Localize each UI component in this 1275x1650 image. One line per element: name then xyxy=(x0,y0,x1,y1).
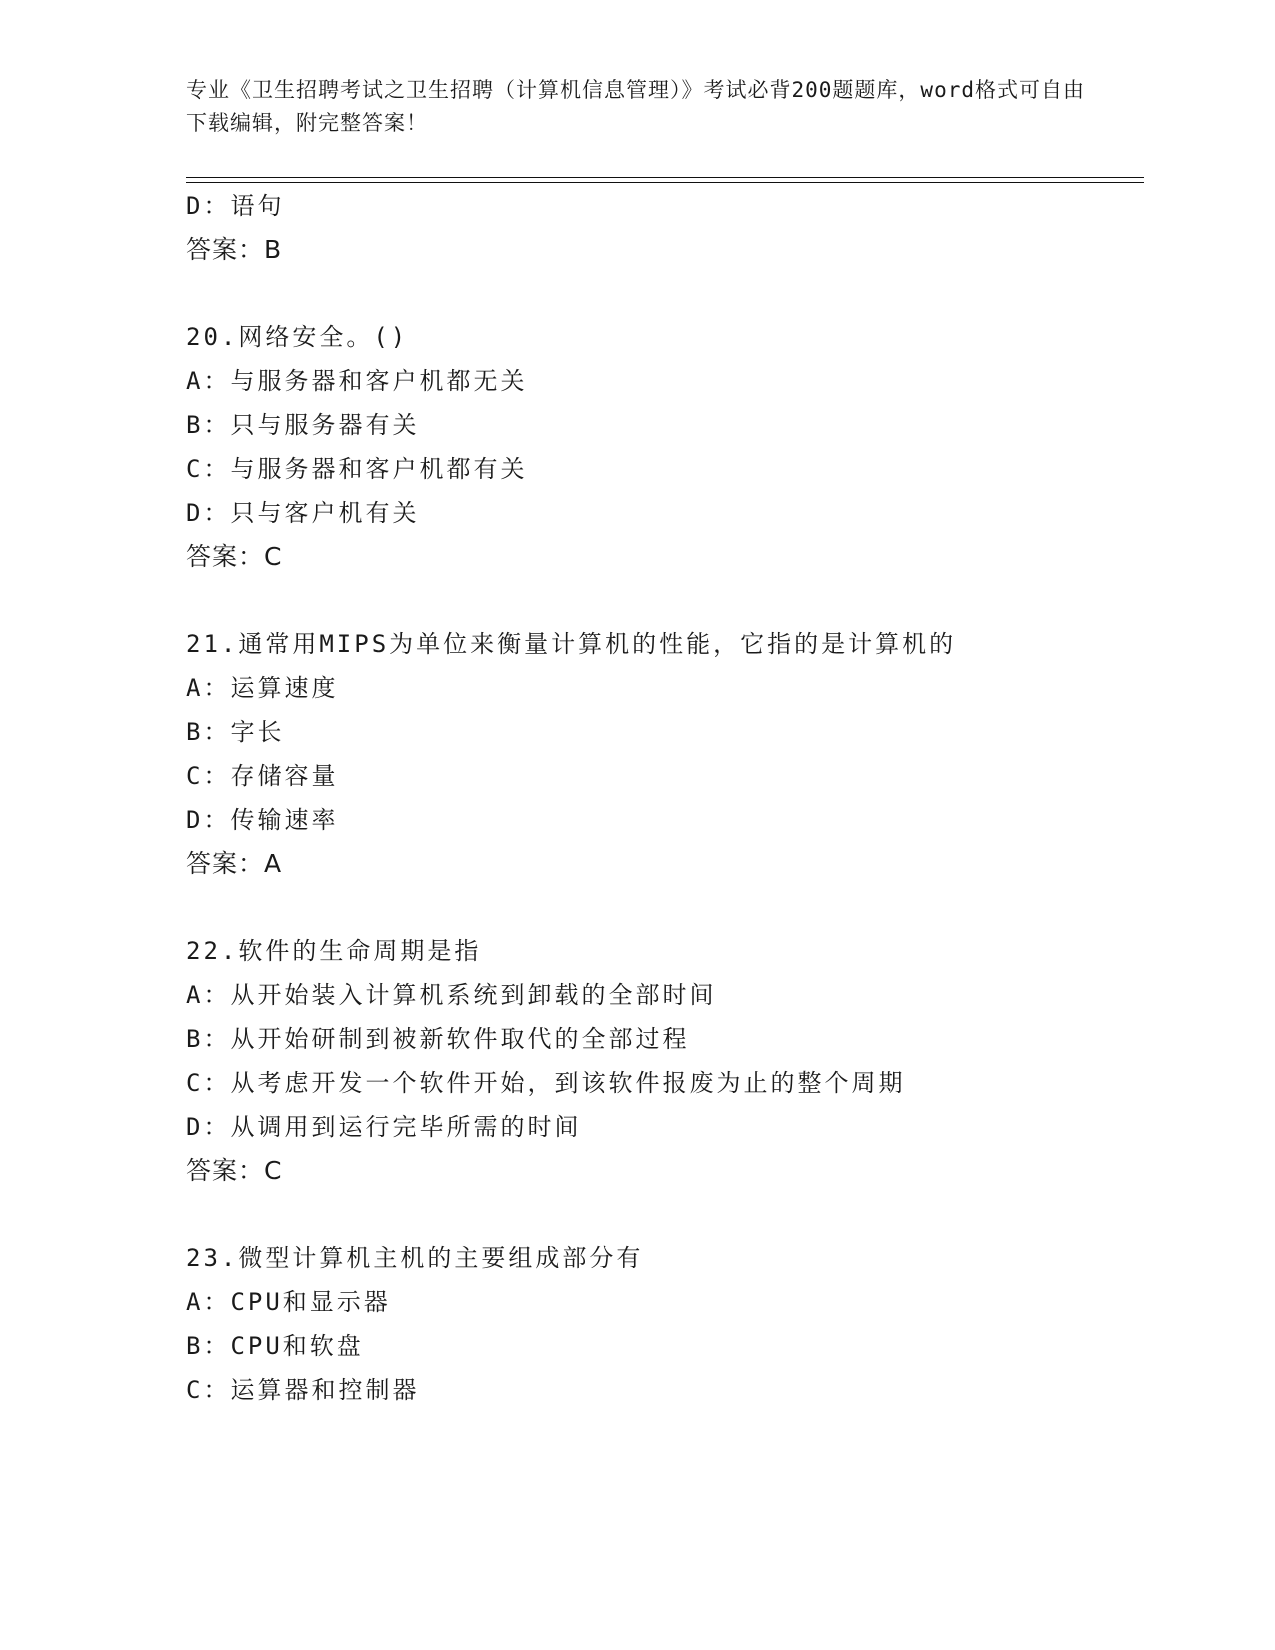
q22-option-b: B：从开始研制到被新软件取代的全部过程 xyxy=(186,1025,690,1053)
q21-stem: 21.通常用MIPS为单位来衡量计算机的性能，它指的是计算机的 xyxy=(186,630,957,658)
q21-option-a: A：运算速度 xyxy=(186,674,339,702)
q20-option-b: B：只与服务器有关 xyxy=(186,411,420,439)
q22-stem: 22.软件的生命周期是指 xyxy=(186,937,482,965)
q20-option-d: D：只与客户机有关 xyxy=(186,499,420,527)
q23-option-c: C：运算器和控制器 xyxy=(186,1376,420,1404)
q21-option-d: D：传输速率 xyxy=(186,806,339,834)
q23-stem: 23.微型计算机主机的主要组成部分有 xyxy=(186,1244,644,1272)
q21-option-c: C：存储容量 xyxy=(186,762,339,790)
prev-option-d: D：语句 xyxy=(186,192,285,220)
q22-answer: 答案：C xyxy=(186,1156,283,1185)
q23-option-a: A：CPU和显示器 xyxy=(186,1288,391,1316)
q20-stem: 20.网络安全。() xyxy=(186,323,409,351)
q21-option-b: B：字长 xyxy=(186,718,285,746)
q22-option-c: C：从考虑开发一个软件开始，到该软件报废为止的整个周期 xyxy=(186,1069,906,1097)
document-header: 专业《卫生招聘考试之卫生招聘（计算机信息管理）》考试必背200题题库，word格式可自由下载编辑，附完整答案！ xyxy=(186,78,1085,135)
q22-option-d: D：从调用到运行完毕所需的时间 xyxy=(186,1113,582,1141)
q20-option-c: C：与服务器和客户机都有关 xyxy=(186,455,528,483)
q20-answer: 答案：C xyxy=(186,542,283,571)
q22-option-a: A：从开始装入计算机系统到卸载的全部时间 xyxy=(186,981,717,1009)
q21-answer: 答案：A xyxy=(186,849,283,878)
q23-option-b: B：CPU和软盘 xyxy=(186,1332,364,1360)
header-divider-top xyxy=(186,177,1144,178)
prev-answer: 答案：B xyxy=(186,235,283,264)
header-divider-bottom xyxy=(186,182,1144,183)
q20-option-a: A：与服务器和客户机都无关 xyxy=(186,367,528,395)
